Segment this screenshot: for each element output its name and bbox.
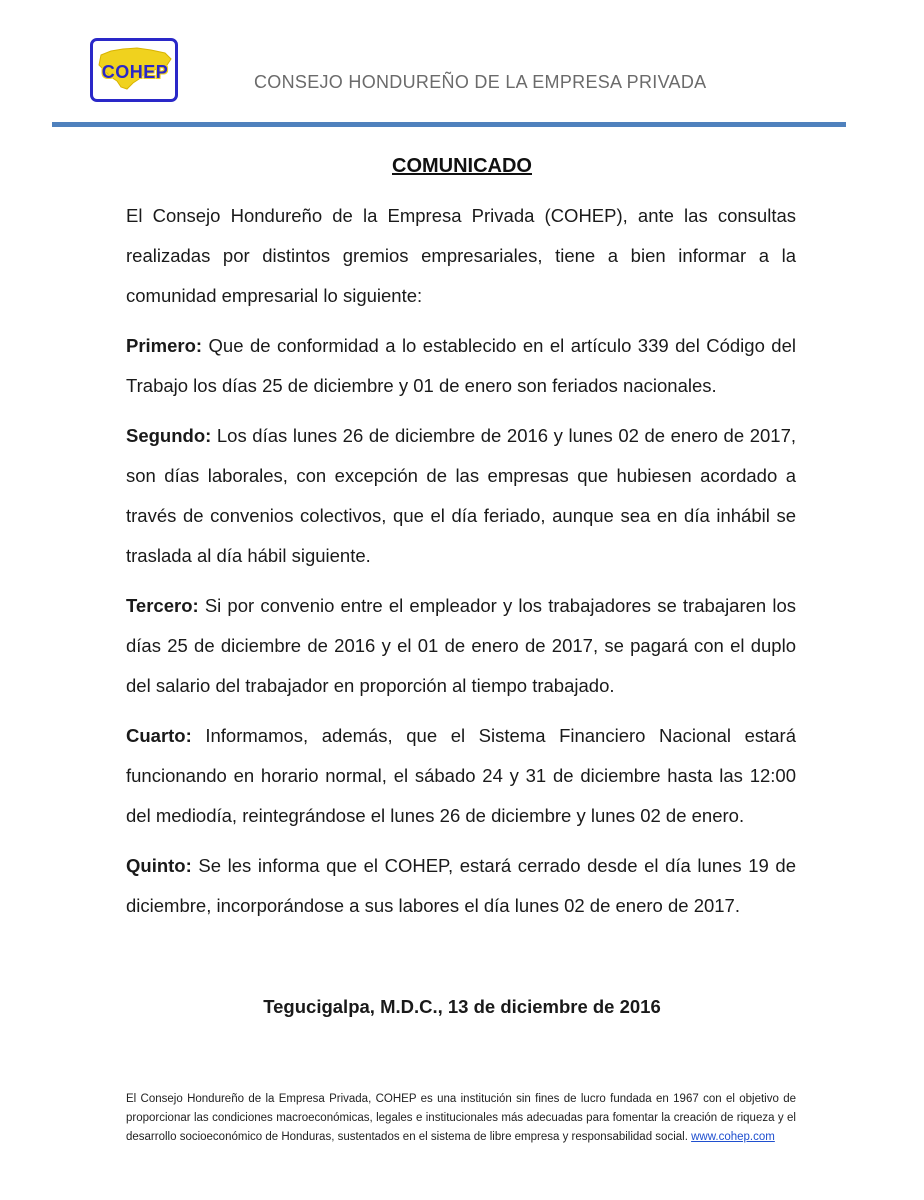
document-body xyxy=(126,196,796,936)
date-line: Tegucigalpa, M.D.C., 13 de diciembre de 2016 xyxy=(263,996,661,1017)
section-label: Segundo: xyxy=(126,425,212,446)
organization-name: CONSEJO HONDUREÑO DE LA EMPRESA PRIVADA xyxy=(254,72,707,92)
section-text: Se les informa que el COHEP, estará cerrado desde el día lunes 19 de diciembre, incorporándose a sus labores el día lunes 02 de enero de 2017. xyxy=(126,855,797,916)
section-label: Primero: xyxy=(126,335,203,356)
section-paragraph xyxy=(126,586,796,706)
section-paragraph xyxy=(126,416,796,576)
section-label: Cuarto: xyxy=(126,725,192,746)
section-text: Si por convenio entre el empleador y los trabajadores se trabajaren los días 25 de diciembre de 2016 y el 01 de enero de 2017, se pagará con el duplo del salario del trabajador en proporción al tiempo trabajado. xyxy=(126,595,797,696)
section-text: Los días lunes 26 de diciembre de 2016 y lunes 02 de enero de 2017, son días laborales, con excepción de las empresas que hubiesen acordado a través de convenios colectivos, que el día feriado, aunque sea en día inhábil se traslada al día hábil siguiente. xyxy=(126,425,797,566)
footer xyxy=(126,1090,796,1147)
website-link[interactable]: www.cohep.com xyxy=(691,1131,775,1143)
cohep-logo xyxy=(90,38,178,102)
section-paragraph xyxy=(126,326,796,406)
document-title: COMUNICADO xyxy=(392,155,532,177)
footer-text: El Consejo Hondureño de la Empresa Privada, COHEP es una institución sin fines de lucro fundada en 1967 con el objetivo de proporcionar las condiciones macroeconómicas, legales e institucionales más adecuadas para fomentar la creación de riqueza y el desarrollo socioeconómico de Honduras, sustentados en el sistema de libre empresa y responsabilidad social. xyxy=(126,1093,796,1143)
header-divider xyxy=(52,122,846,127)
section-label: Tercero: xyxy=(126,595,199,616)
logo-text: COHEP xyxy=(101,62,169,82)
section-paragraph xyxy=(126,716,796,836)
section-label: Quinto: xyxy=(126,855,192,876)
section-paragraph xyxy=(126,846,796,926)
section-text: Que de conformidad a lo establecido en el artículo 339 del Código del Trabajo los días 25 de diciembre y 01 de enero son feriados nacionales. xyxy=(126,335,797,396)
section-text: Informamos, además, que el Sistema Financiero Nacional estará funcionando en horario normal, el sábado 24 y 31 de diciembre hasta las 12:00 del mediodía, reintegrándose el lunes 26 de diciembre y lunes 02 de enero. xyxy=(126,725,796,826)
intro-paragraph: El Consejo Hondureño de la Empresa Privada (COHEP), ante las consultas realizadas por distintos gremios empresariales, tiene a bien informar a la comunidad empresarial lo siguiente: xyxy=(126,205,796,306)
